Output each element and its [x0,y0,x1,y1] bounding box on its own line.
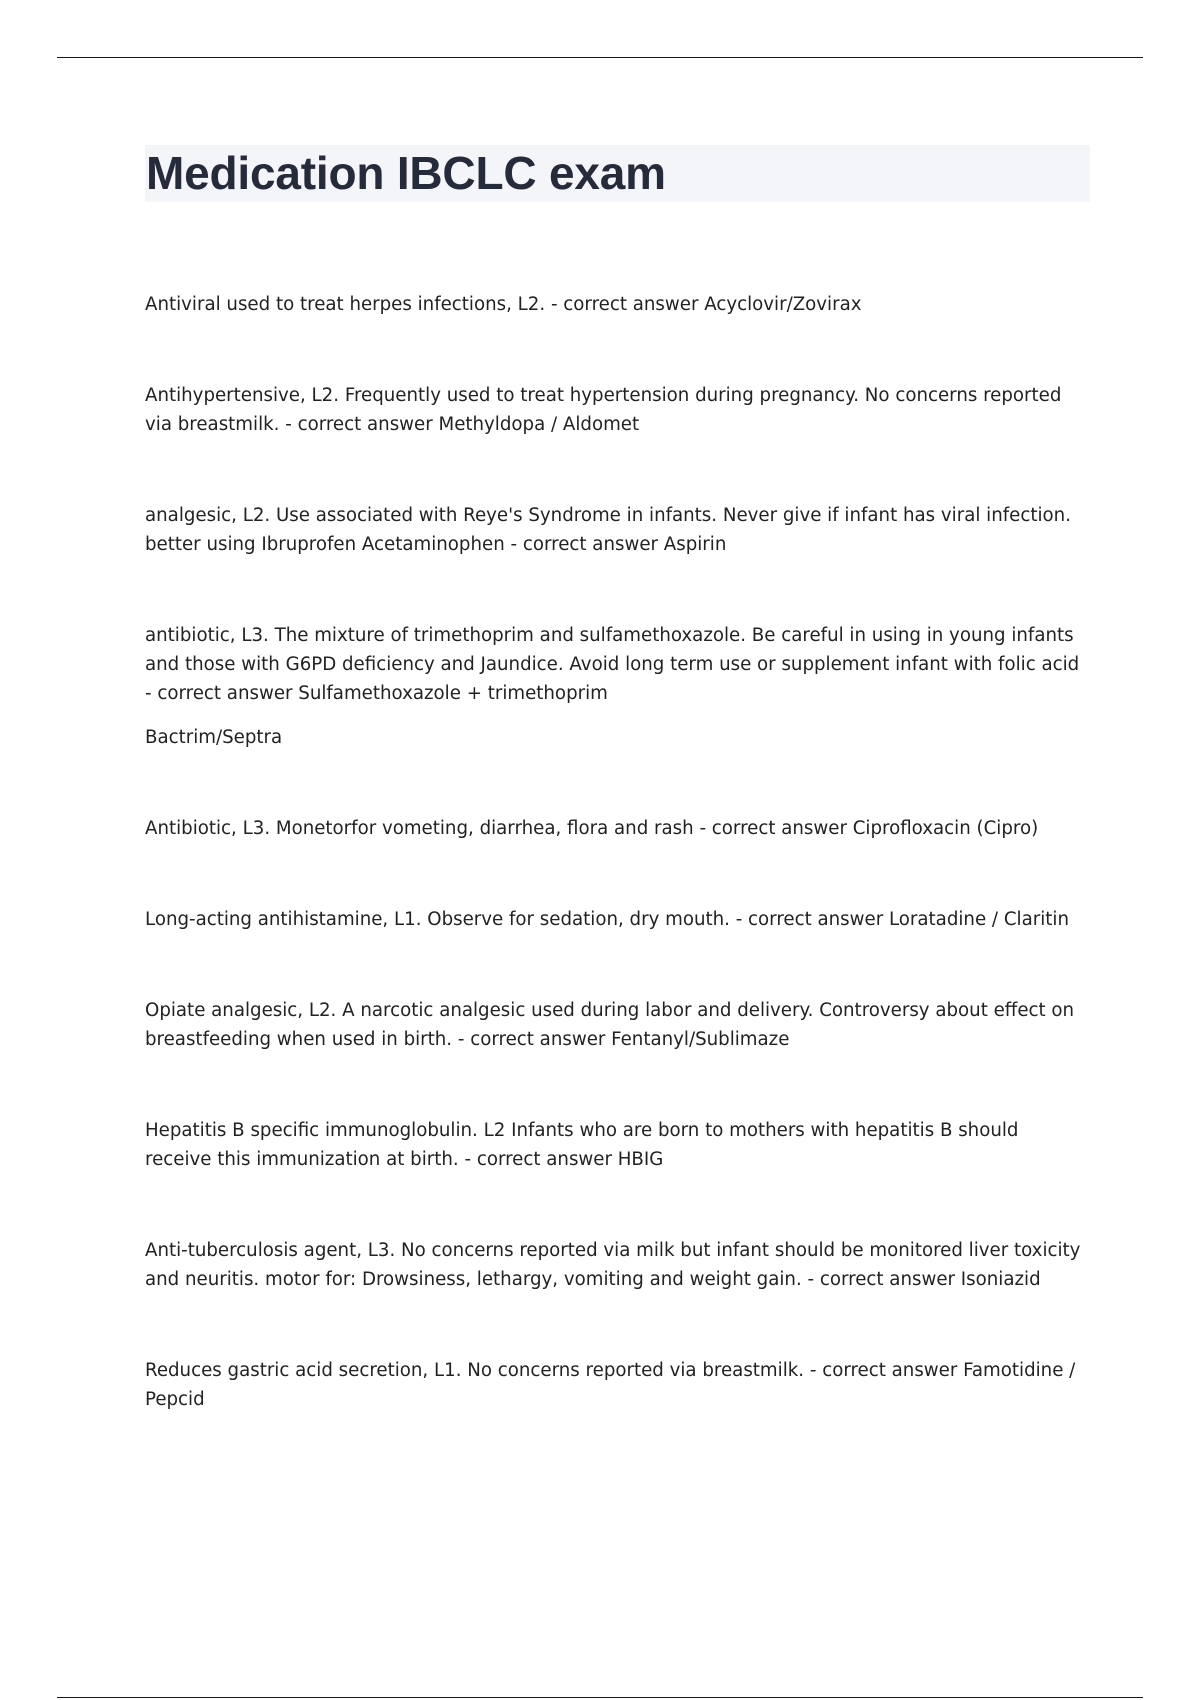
qa-item-text: Hepatitis B specific immunoglobulin. L2 Infants who are born to mothers with hepatitis B should receive this immunization at birth. - correct answer HBIG [145,1120,1019,1170]
qa-item-text: Opiate analgesic, L2. A narcotic analgesic used during labor and delivery. Controversy about effect on breastfeeding when used in birth. - correct answer Fentanyl/Sublimaze [145,1000,1075,1050]
qa-item-text: Antihypertensive, L2. Frequently used to treat hypertension during pregnancy. No concerns reported via breastmilk. - correct answer Methyldopa / Aldomet [145,385,1062,435]
qa-item-text: Reduces gastric acid secretion, L1. No concerns reported via breastmilk. - correct answer Famotidine / Pepcid [145,1360,1076,1410]
qa-item-text: Antibiotic, L3. Monetorfor vometing, diarrhea, flora and rash - correct answer Ciprofloxacin (Cipro) [145,818,1039,839]
qa-item [145,1356,1090,1414]
qa-item-text: antibiotic, L3. The mixture of trimethoprim and sulfamethoxazole. Be careful in using in young infants and those with G6PD deficiency and Jaundice. Avoid long term use or supplement infant with folic acid - correct answer Sulfamethoxazole + trimethoprim [145,625,1080,704]
qa-item [145,996,1090,1054]
qa-item-extra-text: Bactrim/Septra [145,727,283,748]
qa-item [145,501,1090,559]
bottom-divider [57,1697,1143,1698]
qa-item [145,1236,1090,1294]
qa-item [145,381,1090,439]
qa-item [145,290,1090,319]
qa-item-text: Long-acting antihistamine, L1. Observe for sedation, dry mouth. - correct answer Loratadine / Claritin [145,909,1069,930]
top-divider [57,57,1143,58]
document-title: Medication IBCLC exam [146,147,666,199]
qa-item [145,814,1090,843]
qa-item [145,1116,1090,1174]
qa-item-text: Anti-tuberculosis agent, L3. No concerns reported via milk but infant should be monitored liver toxicity and neuritis. motor for: Drowsiness, lethargy, vomiting and weight gain. - correct answer Isoniazid [145,1240,1081,1290]
qa-item-text: analgesic, L2. Use associated with Reye's Syndrome in infants. Never give if infant has viral infection. better using Ibruprofen Acetaminophen - correct answer Aspirin [145,505,1071,555]
qa-item [145,621,1090,752]
qa-item [145,905,1090,934]
qa-item-text: Antiviral used to treat herpes infections, L2. - correct answer Acyclovir/Zovirax [145,294,862,315]
qa-list [145,290,1090,1476]
